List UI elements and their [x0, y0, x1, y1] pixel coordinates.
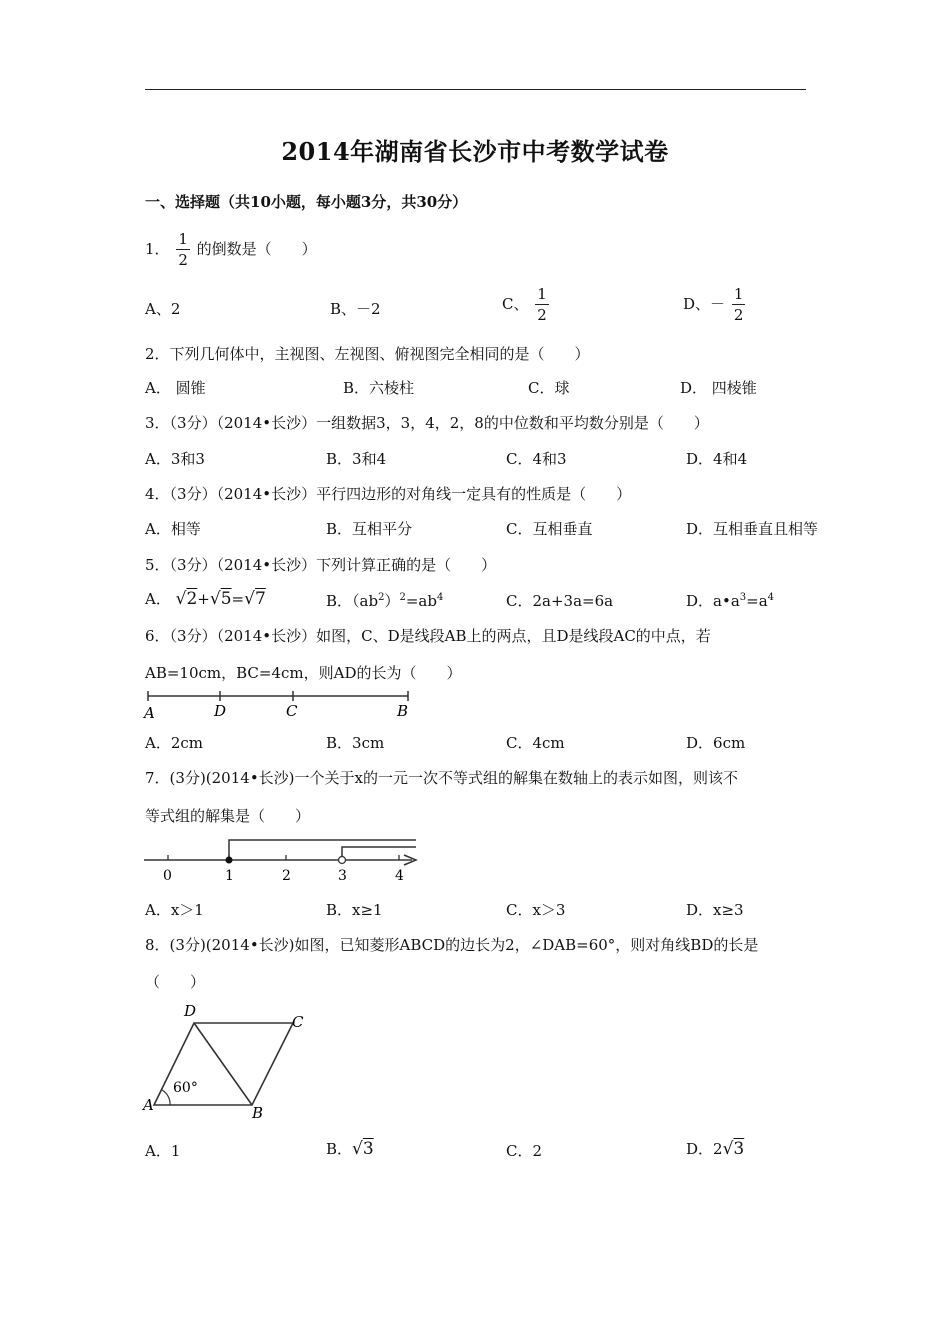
- q4-option-c: C．互相垂直: [506, 520, 593, 538]
- q1-fraction: $\frac{1}{2}$: [178, 230, 188, 269]
- q6-label-b: B: [397, 702, 409, 720]
- q3-option-b: B．3和4: [326, 450, 387, 468]
- q8-option-d: D．2√3: [686, 1139, 745, 1159]
- q7-tick-4: 4: [395, 868, 404, 884]
- q2-option-b: B．六棱柱: [343, 379, 415, 397]
- q1-option-d: D、－ $\frac{1}{2}$: [683, 285, 744, 324]
- q7-closed-point: [226, 857, 233, 864]
- question-6-line1: 6．（3分）（2014•长沙）如图，C、D是线段AB上的两点，且D是线段AC的中点，若: [145, 627, 711, 645]
- q5-option-c: C．2a+3a=6a: [506, 592, 614, 610]
- q6-option-b: B．3cm: [326, 734, 385, 752]
- q7-option-a: A．x＞1: [145, 901, 204, 919]
- question-4: 4．（3分）（2014•长沙）平行四边形的对角线一定具有的性质是（ ）: [145, 485, 632, 503]
- q6-option-a: A．2cm: [145, 734, 204, 752]
- q7-tick-2: 2: [282, 868, 291, 884]
- q5-option-d: D．$a•a^3=a^4$: [686, 592, 775, 610]
- q8-label-d: D: [184, 1002, 197, 1020]
- question-6-line2: AB=10cm，BC=4cm，则AD的长为（ ）: [145, 664, 462, 682]
- q7-option-d: D．x≥3: [686, 901, 744, 919]
- q5-option-b: B．$(ab^2)^2=ab^4$: [326, 592, 444, 610]
- q1-option-b: B、－2: [330, 300, 381, 318]
- q2-option-c: C．球: [528, 379, 570, 397]
- q7-option-b: B．x≥1: [326, 901, 383, 919]
- question-1: [145, 232, 317, 268]
- q6-label-c: C: [286, 702, 298, 720]
- q8-label-a: A: [143, 1096, 154, 1114]
- q2-option-d: D． 四棱锥: [680, 379, 757, 397]
- q6-segment-figure: [140, 686, 420, 722]
- question-3: 3．（3分）（2014•长沙）一组数据3，3，4，2，8的中位数和平均数分别是（ ）: [145, 414, 709, 432]
- page-title: 2014年湖南省长沙市中考数学试卷: [281, 137, 669, 166]
- q7-tick-1: 1: [225, 868, 234, 884]
- q3-option-d: D．4和4: [686, 450, 748, 468]
- q1-number: 1．: [145, 240, 170, 258]
- q8-label-b: B: [252, 1104, 264, 1122]
- q7-open-point: [339, 857, 346, 864]
- question-5: 5．（3分）（2014•长沙）下列计算正确的是（ ）: [145, 556, 497, 574]
- q8-option-b: B．√3: [326, 1139, 374, 1159]
- q8-label-c: C: [292, 1013, 304, 1031]
- q8-option-c: C．2: [506, 1142, 543, 1160]
- header-rule: [145, 89, 806, 90]
- q7-tick-0: 0: [163, 868, 172, 884]
- q7-option-c: C．x＞3: [506, 901, 566, 919]
- q3-option-c: C．4和3: [506, 450, 567, 468]
- q4-option-d: D．互相垂直且相等: [686, 520, 819, 538]
- q5-option-a: A． √2+√5=√7: [145, 589, 266, 609]
- section-heading: 一、选择题（共10小题，每小题3分，共30分）: [145, 193, 468, 211]
- question-8-line2: （ ）: [145, 973, 206, 991]
- q8-angle-label: 60°: [173, 1080, 198, 1096]
- q6-label-a: A: [144, 704, 155, 722]
- q3-option-a: A．3和3: [145, 450, 205, 468]
- question-2: 2．下列几何体中，主视图、左视图、俯视图完全相同的是（ ）: [145, 345, 590, 363]
- q1-text: 的倒数是（ ）: [196, 240, 317, 258]
- q4-option-b: B．互相平分: [326, 520, 413, 538]
- q6-label-d: D: [214, 702, 227, 720]
- q8-option-a: A．1: [145, 1142, 181, 1160]
- q6-option-c: C．4cm: [506, 734, 565, 752]
- q2-option-a: A． 圆锥: [145, 379, 206, 397]
- question-7-line1: 7．(3分)(2014•长沙)一个关于x的一元一次不等式组的解集在数轴上的表示如图，则该不: [145, 769, 738, 787]
- q1-option-a: A、2: [145, 300, 181, 318]
- q7-tick-3: 3: [338, 868, 347, 884]
- question-7-line2: 等式组的解集是（ ）: [145, 807, 311, 825]
- q6-option-d: D．6cm: [686, 734, 746, 752]
- q7-number-line: [140, 833, 430, 885]
- q8-rhombus-figure: [140, 1002, 320, 1124]
- q4-option-a: A．相等: [145, 520, 201, 538]
- question-8-line1: 8．(3分)(2014•长沙)如图，已知菱形ABCD的边长为2，∠DAB=60°，则对角线BD的长是: [145, 936, 759, 954]
- q1-option-c: C、 $\frac{1}{2}$: [502, 285, 547, 324]
